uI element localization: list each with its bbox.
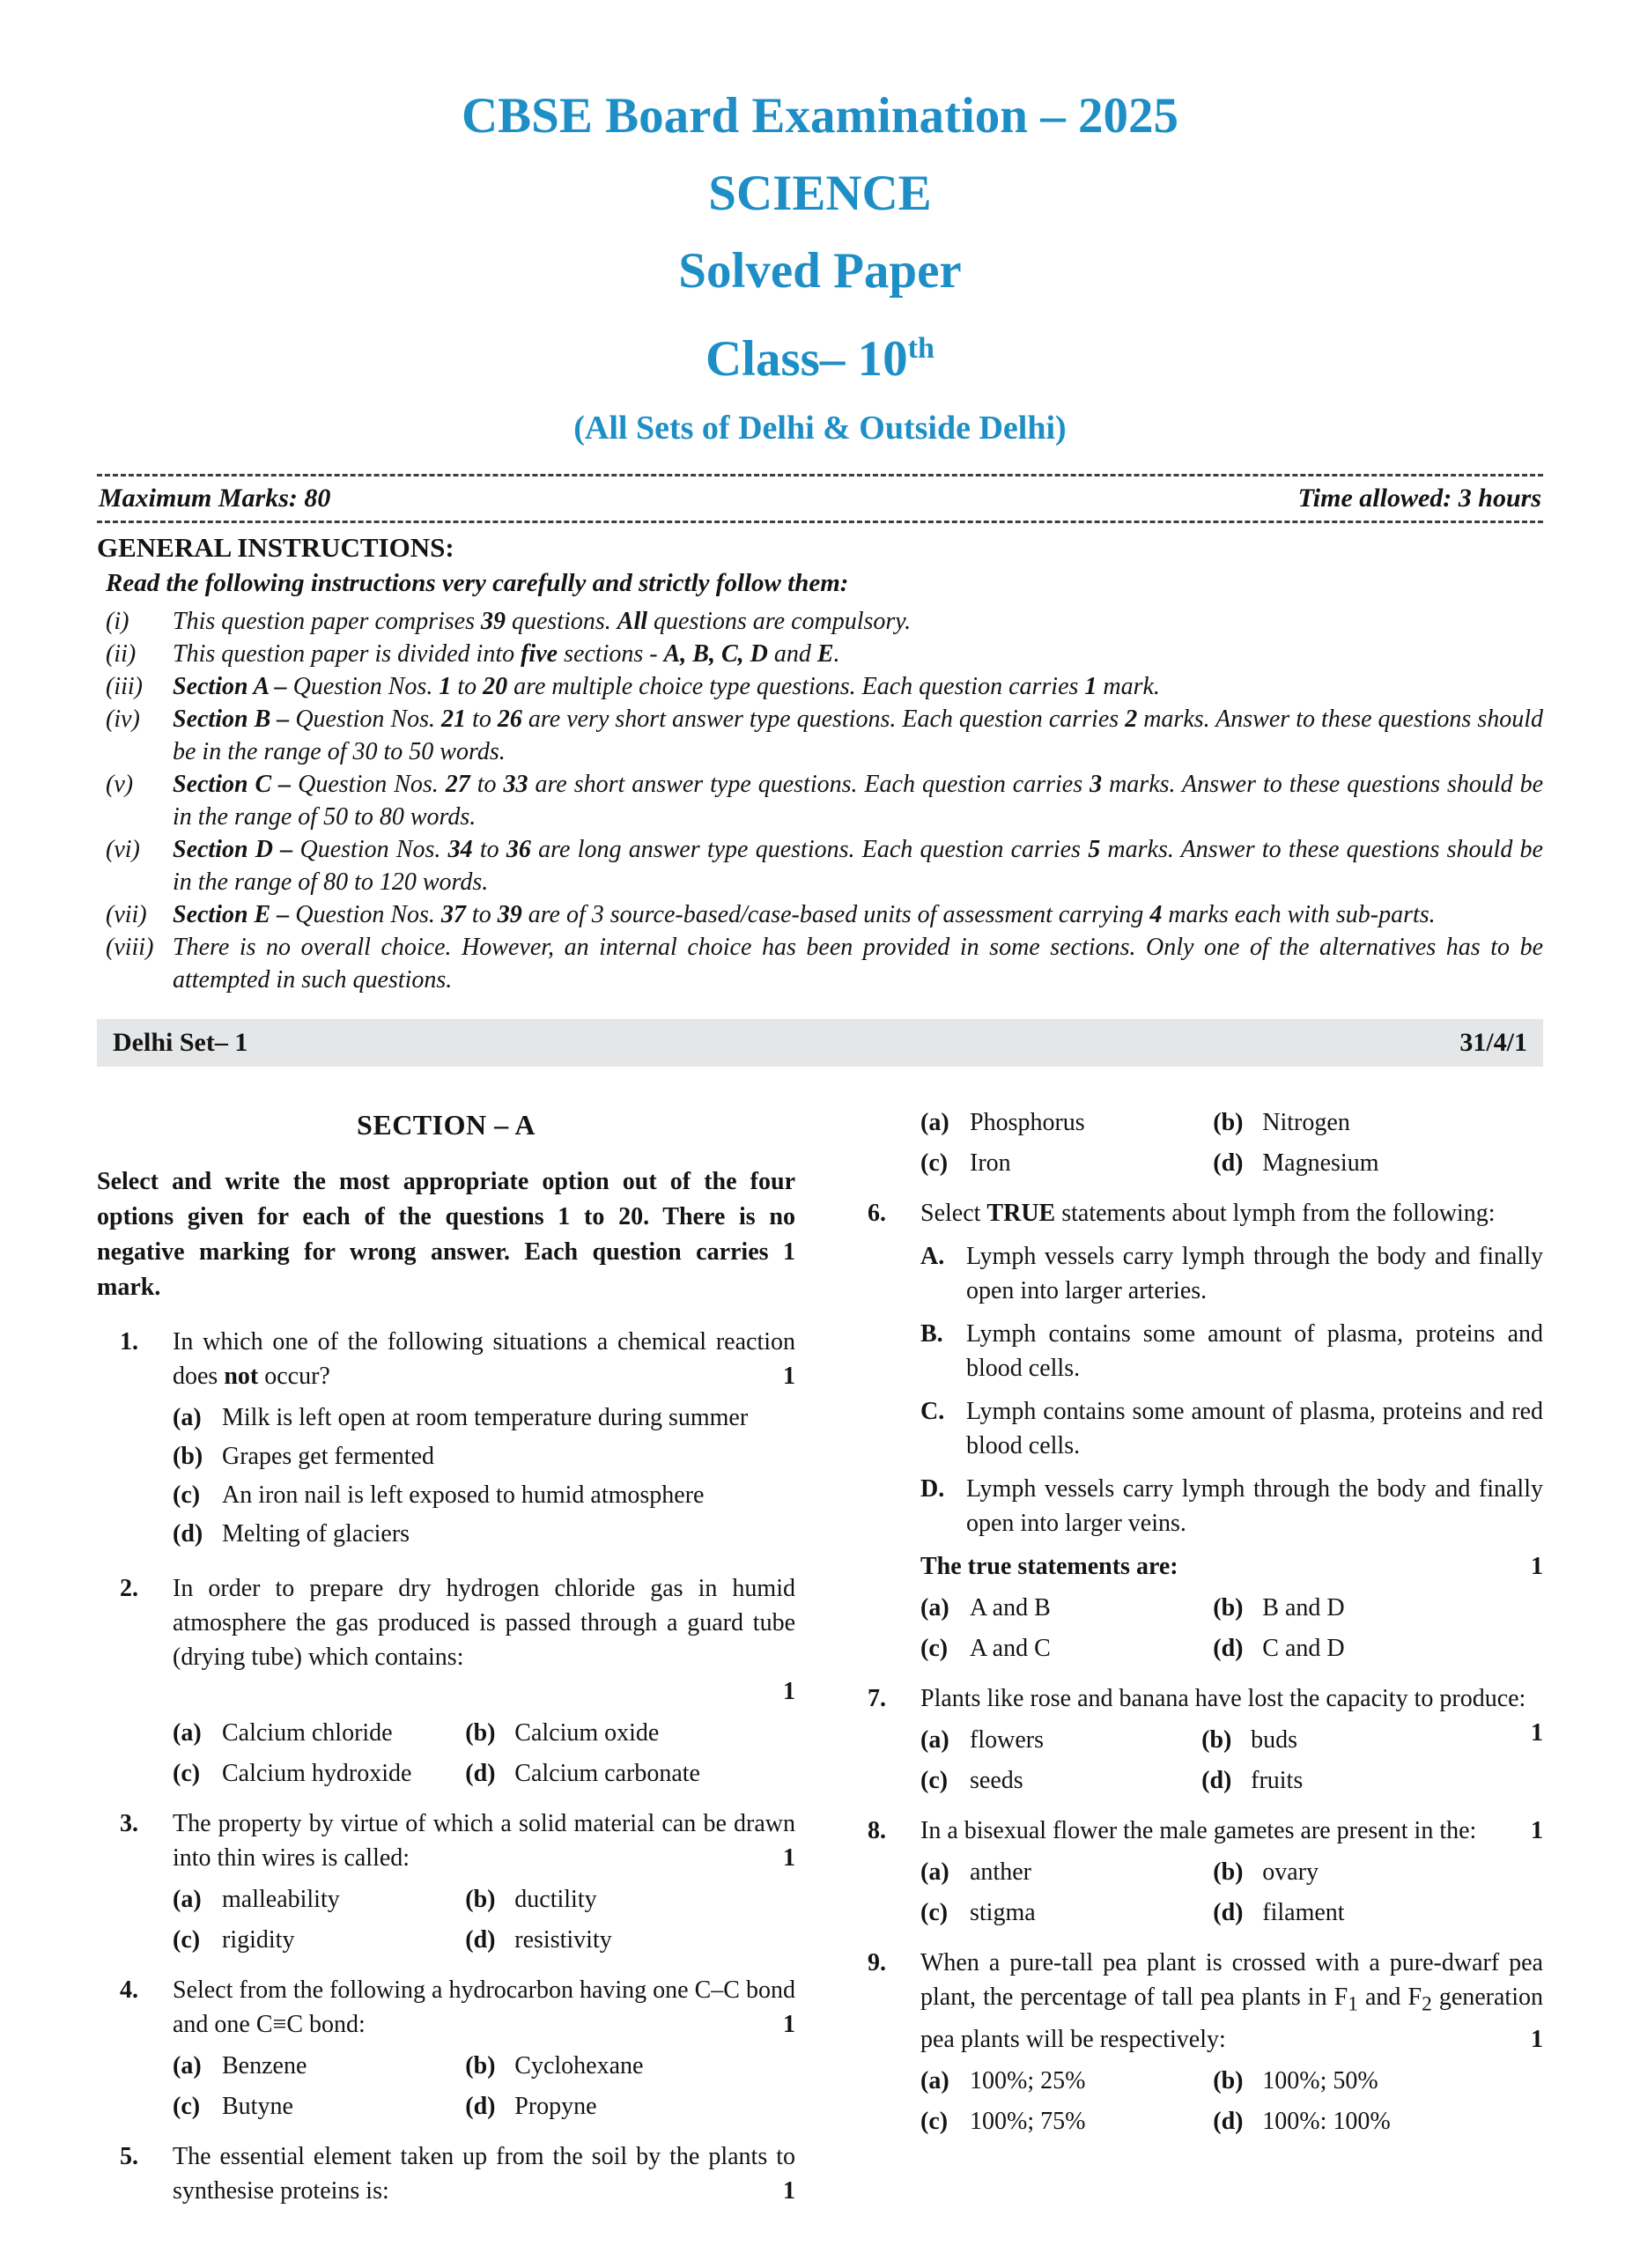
option-text: 100%; 25% [970,2066,1086,2094]
question-text: In which one of the following situations a chemical reaction does not occur? 1 [173,1325,795,1393]
question-number: 5. [120,2143,138,2170]
question-text: Select from the following a hydrocarbon having one C–C bond and one C≡C bond: 1 [173,1973,795,2042]
option [465,1756,795,1791]
option-text: Magnesium [1262,1149,1379,1177]
option [920,1105,1213,1140]
instruction-item [97,670,1543,703]
bold-text: 4 [1149,901,1163,928]
question-marks: 1 [783,1678,795,1705]
option-text: C and D [1262,1635,1345,1662]
option-text: Benzene [222,2052,307,2080]
option-text: 100%; 50% [1262,2066,1378,2094]
option-text: seeds [970,1767,1023,1794]
question-marks: 1 [783,2011,795,2038]
bold-text: 39 [497,901,522,928]
option-label: (c) [920,1635,949,1662]
bold-text: 34 [447,836,473,863]
instruction-text: There is no overall choice. However, an internal choice has been provided in some sections. Only one of the alternatives has to be attempted in such questions. [173,934,1543,994]
option-text: Iron [970,1149,1011,1177]
option-text: stigma [970,1899,1036,1926]
question-body [173,1571,795,1791]
option-label: (b) [1201,1726,1232,1754]
question-text: In order to prepare dry hydrogen chloride gas in humid atmosphere the gas produced is passed through a guard tube (drying tube) which contains: [173,1575,795,1671]
question-text: In a bisexual flower the male gametes are present in the: 1 [920,1814,1543,1848]
question-options-continued [845,1098,1543,1180]
option-label: (c) [920,1899,949,1926]
options-group [173,1716,795,1791]
option [173,1478,795,1512]
instruction-text: This question paper is divided into five sections - A, B, C, D and E. [173,640,840,668]
bold-text: Section E – [173,901,296,928]
option-label: (c) [173,1926,201,1954]
option-text: Nitrogen [1262,1109,1350,1136]
option [465,1882,795,1917]
bold-text: 27 [445,771,470,798]
instruction-text: Section D – Question Nos. 34 to 36 are long answer type questions. Each question carries 5 marks. Answer to these questions should be in the range of 80 to 120 words. [173,836,1543,896]
paper-type-title: Solved Paper [678,243,962,299]
bold-text: 1 [1084,673,1097,700]
bold-text: Section D – [173,836,300,863]
option-text: Butyne [222,2093,293,2120]
question-text: When a pure-tall pea plant is crossed with a pure-dwarf pea plant, the percentage of tall pea plants in $F_1$ and $F_2$ generation pea plants will be respectively: 1 [920,1946,1543,2057]
option-text: 100%: 100% [1262,2107,1391,2135]
instruction-text: Section C – Question Nos. 27 to 33 are short answer type questions. Each question carries 3 marks. Answer to these questions should be in the range of 50 to 80 words. [173,771,1544,831]
question-body [920,1098,1543,1180]
option-text: A and C [970,1635,1051,1662]
bold-text: E [816,640,834,668]
option [920,1763,1201,1798]
bold-text: 5 [1088,836,1101,863]
instruction-item [97,605,1543,638]
option-label: (a) [173,1404,202,1431]
bold-text: 2 [1125,706,1138,733]
question-post-line: The true statements are: 1 [920,1549,1543,1584]
option [1201,1723,1518,1757]
options-group [173,2049,795,2124]
bold-text: Section B – [173,706,296,733]
option [465,1716,795,1750]
option [465,2049,795,2083]
question-marks: 1 [1531,1817,1543,1844]
option [465,2089,795,2124]
option-text: rigidity [222,1926,295,1954]
question-number: 1. [120,1328,138,1356]
bold-text: A, B, C, D [663,640,768,668]
instruction-label: (viii) [106,934,154,961]
option-text: 100%; 75% [970,2107,1086,2135]
question-number: 3. [120,1810,138,1837]
question-body [173,2139,795,2208]
statement-label: D. [920,1475,945,1503]
instruction-item [97,833,1543,898]
options-group [920,1105,1543,1180]
bold-text: 26 [497,706,522,733]
question-text: Select TRUE statements about lymph from the following: [920,1200,1496,1227]
statement-text: Lymph vessels carry lymph through the body and finally open into larger arteries. [966,1243,1543,1304]
option [1213,1591,1543,1625]
option [173,1517,795,1551]
option-label: (a) [920,1726,949,1754]
time-allowed-label: Time allowed: 3 hours [1297,484,1541,513]
option-text: B and D [1262,1594,1345,1622]
instruction-label: (i) [106,608,129,635]
option-label: (d) [173,1520,203,1548]
option-text: An iron nail is left exposed to humid atmosphere [222,1481,705,1509]
maximum-marks-label: Maximum Marks: 80 [99,484,331,513]
question-marks: 1 [783,1844,795,1872]
bold-text: 36 [506,836,531,863]
instructions-list [97,605,1543,996]
options-group [920,2064,1543,2139]
instruction-label: (iv) [106,706,140,733]
instruction-text: Section B – Question Nos. 21 to 26 are very short answer type questions. Each question carries 2 marks. Answer to these questions should be in the range of 30 to 50 words. [173,706,1544,765]
options-group [920,1723,1518,1798]
option-label: (a) [920,1858,949,1886]
option-text: anther [970,1858,1031,1886]
bold-text: 39 [481,608,506,635]
option-text: Melting of glaciers [222,1520,410,1548]
option [173,1923,465,1957]
question-columns [97,1098,1543,2224]
option [465,1923,795,1957]
question-text: The essential element taken up from the soil by the plants to synthesise proteins is: 1 [173,2139,795,2208]
subscript-text: 1 [1348,1992,1358,2016]
question-marks: 1 [1531,1553,1543,1580]
statement-text: Lymph contains some amount of plasma, proteins and red blood cells. [966,1398,1543,1459]
option [1213,2104,1543,2139]
option-text: Grapes get fermented [222,1443,434,1470]
option-label: (c) [173,1760,201,1787]
statement-label: B. [920,1320,943,1348]
question [97,1325,795,1555]
class-title-text: Class– 10 [705,331,908,387]
option-text: malleability [222,1886,340,1913]
statement [920,1394,1543,1463]
bold-text: TRUE [986,1200,1056,1227]
instruction-text: Section E – Question Nos. 37 to 39 are of 3 source-based/case-based units of assessment carrying 4 marks each with sub-parts. [173,901,1436,928]
bold-text: 20 [483,673,508,700]
section-heading: SECTION – A [357,1109,536,1141]
option [173,1882,465,1917]
question-body [173,1806,795,1957]
question-body [920,1814,1543,1930]
statement [920,1317,1543,1385]
option-text: Calcium carbonate [514,1760,700,1787]
option-label: (c) [173,2093,201,2120]
option-text: ovary [1262,1858,1319,1886]
option-label: (a) [173,1719,202,1747]
question [97,2139,795,2208]
bold-text: 37 [440,901,466,928]
statement-text: Lymph vessels carry lymph through the body and finally open into larger veins. [966,1475,1543,1537]
question-number: 2. [120,1575,138,1602]
option-label: (d) [465,1760,496,1787]
delhi-set-label: Delhi Set– 1 [113,1028,248,1057]
paper-code-label: 31/4/1 [1459,1028,1527,1057]
bold-text: Section A – [173,673,293,700]
option [920,1855,1213,1889]
option-text: ductility [514,1886,597,1913]
option [1213,1105,1543,1140]
divider-dashed-bottom [97,521,1543,523]
option [920,1895,1213,1930]
question-number: 6. [868,1200,886,1227]
option-label: (d) [1213,1635,1244,1662]
question [845,1681,1543,1798]
option-label: (d) [465,1926,496,1954]
statement [920,1472,1543,1540]
option-label: (c) [173,1481,201,1509]
option-label: (c) [920,2107,949,2135]
instruction-item [97,931,1543,996]
options-group [920,1591,1543,1666]
option-text: resistivity [514,1926,612,1954]
class-title [97,310,1543,398]
instructions-intro: Read the following instructions very carefully and strictly follow them: [106,569,849,597]
option-label: (d) [1213,1899,1244,1926]
instruction-item [97,898,1543,931]
question [845,1196,1543,1666]
sets-subtitle: (All Sets of Delhi & Outside Delhi) [573,410,1067,447]
option-text: Calcium hydroxide [222,1760,412,1787]
question [97,1571,795,1791]
question-body [173,1973,795,2124]
option-text: Phosphorus [970,1109,1085,1136]
subject-title: SCIENCE [708,166,932,221]
exam-title: CBSE Board Examination – 2025 [462,88,1178,144]
question-number-spacer [845,1098,920,1180]
options-group [173,1882,795,1957]
option-text: Propyne [514,2093,597,2120]
question-body [920,1946,1543,2139]
option-label: (b) [1213,2066,1244,2094]
general-instructions-section [97,532,1543,996]
option-text: buds [1251,1726,1298,1754]
option-label: (b) [465,1886,496,1913]
question-number: 9. [868,1949,886,1976]
instruction-item [97,703,1543,768]
instruction-text: Section A – Question Nos. 1 to 20 are multiple choice type questions. Each question carries 1 mark. [173,673,1160,700]
instruction-label: (vi) [106,836,140,863]
option [920,2064,1213,2098]
question [97,1806,795,1957]
option-text: flowers [970,1726,1044,1754]
subscript-text: 2 [1422,1992,1432,2016]
option-label: (c) [920,1149,949,1177]
instruction-label: (iii) [106,673,143,700]
instruction-item [97,638,1543,670]
option-label: (b) [1213,1109,1244,1136]
question-number: 4. [120,1976,138,2004]
question [845,1946,1543,2139]
section-intro: Select and write the most appropriate option out of the four options given for each of the questions 1 to 20. There is no negative marking for wrong answer. Each question carries 1 mark. [97,1168,795,1301]
bold-text: All [617,608,648,635]
option-label: (d) [1213,2107,1244,2135]
instructions-heading: GENERAL INSTRUCTIONS: [97,532,454,563]
option-text: Calcium oxide [514,1719,660,1747]
option [920,1146,1213,1180]
statement [920,1239,1543,1308]
question [97,1973,795,2124]
option-label: (d) [1201,1767,1232,1794]
bold-text: Section C – [173,771,299,798]
option-text: Calcium chloride [222,1719,393,1747]
option-label: (c) [920,1767,949,1794]
option-label: (a) [920,1594,949,1622]
bold-text: 33 [503,771,528,798]
option [1213,2064,1543,2098]
statement-label: C. [920,1398,945,1425]
class-title-ordinal: th [907,332,935,365]
question-body [920,1196,1543,1666]
instruction-label: (vii) [106,901,147,928]
question-body [920,1681,1543,1798]
option-label: (b) [1213,1858,1244,1886]
statement-text: Lymph contains some amount of plasma, proteins and blood cells. [966,1320,1543,1382]
instruction-text: This question paper comprises 39 questions. All questions are compulsory. [173,608,912,635]
question [845,1814,1543,1930]
option [920,1631,1213,1666]
option [173,1756,465,1791]
question-number: 8. [868,1817,886,1844]
question-text: Plants like rose and banana have lost the capacity to produce: 1 [920,1681,1543,1716]
question-body [173,1325,795,1555]
option [173,2049,465,2083]
bold-text: five [521,640,558,668]
option-label: (a) [920,2066,949,2094]
question-number: 7. [868,1685,886,1712]
option-label: (a) [173,2052,202,2080]
statement-label: A. [920,1243,945,1270]
option-text: filament [1262,1899,1345,1926]
option [1213,1855,1543,1889]
option [173,2089,465,2124]
option [173,1439,795,1474]
option-label: (a) [920,1109,949,1136]
option-label: (d) [1213,1149,1244,1177]
question-marks: 1 [1531,1719,1543,1747]
set-bar [97,1019,1543,1067]
option-label: (b) [465,1719,496,1747]
meta-row [97,477,1543,521]
question-marks: 1 [783,2177,795,2205]
option-text: Cyclohexane [514,2052,644,2080]
option [1213,1146,1543,1180]
instruction-item [97,768,1543,833]
question-marks: 1 [1531,2025,1543,2053]
option [173,1716,465,1750]
option [173,1400,795,1435]
option [920,1591,1213,1625]
paper-header [97,78,1543,447]
right-column [845,1098,1543,2224]
option [1213,1631,1543,1666]
option-label: (b) [465,2052,496,2080]
instruction-label: (ii) [106,640,137,668]
option-label: (a) [173,1886,202,1913]
option-text: Milk is left open at room temperature during summer [222,1404,749,1431]
option [1213,1895,1543,1930]
question-text: The property by virtue of which a solid material can be drawn into thin wires is called: 1 [173,1806,795,1875]
option [1201,1763,1518,1798]
left-column [97,1098,795,2224]
option-label: (d) [465,2093,496,2120]
option-label: (b) [1213,1594,1244,1622]
bold-text: 3 [1090,771,1103,798]
bold-text: 21 [441,706,467,733]
instruction-label: (v) [106,771,134,798]
option-text: fruits [1251,1767,1304,1794]
option-text: A and B [970,1594,1051,1622]
bold-text: not [224,1363,259,1390]
option-label: (b) [173,1443,203,1470]
option [920,1723,1201,1757]
bold-text: 1 [439,673,452,700]
option [920,2104,1213,2139]
question-marks: 1 [783,1363,795,1390]
options-group [173,1400,795,1551]
options-group [920,1855,1543,1930]
